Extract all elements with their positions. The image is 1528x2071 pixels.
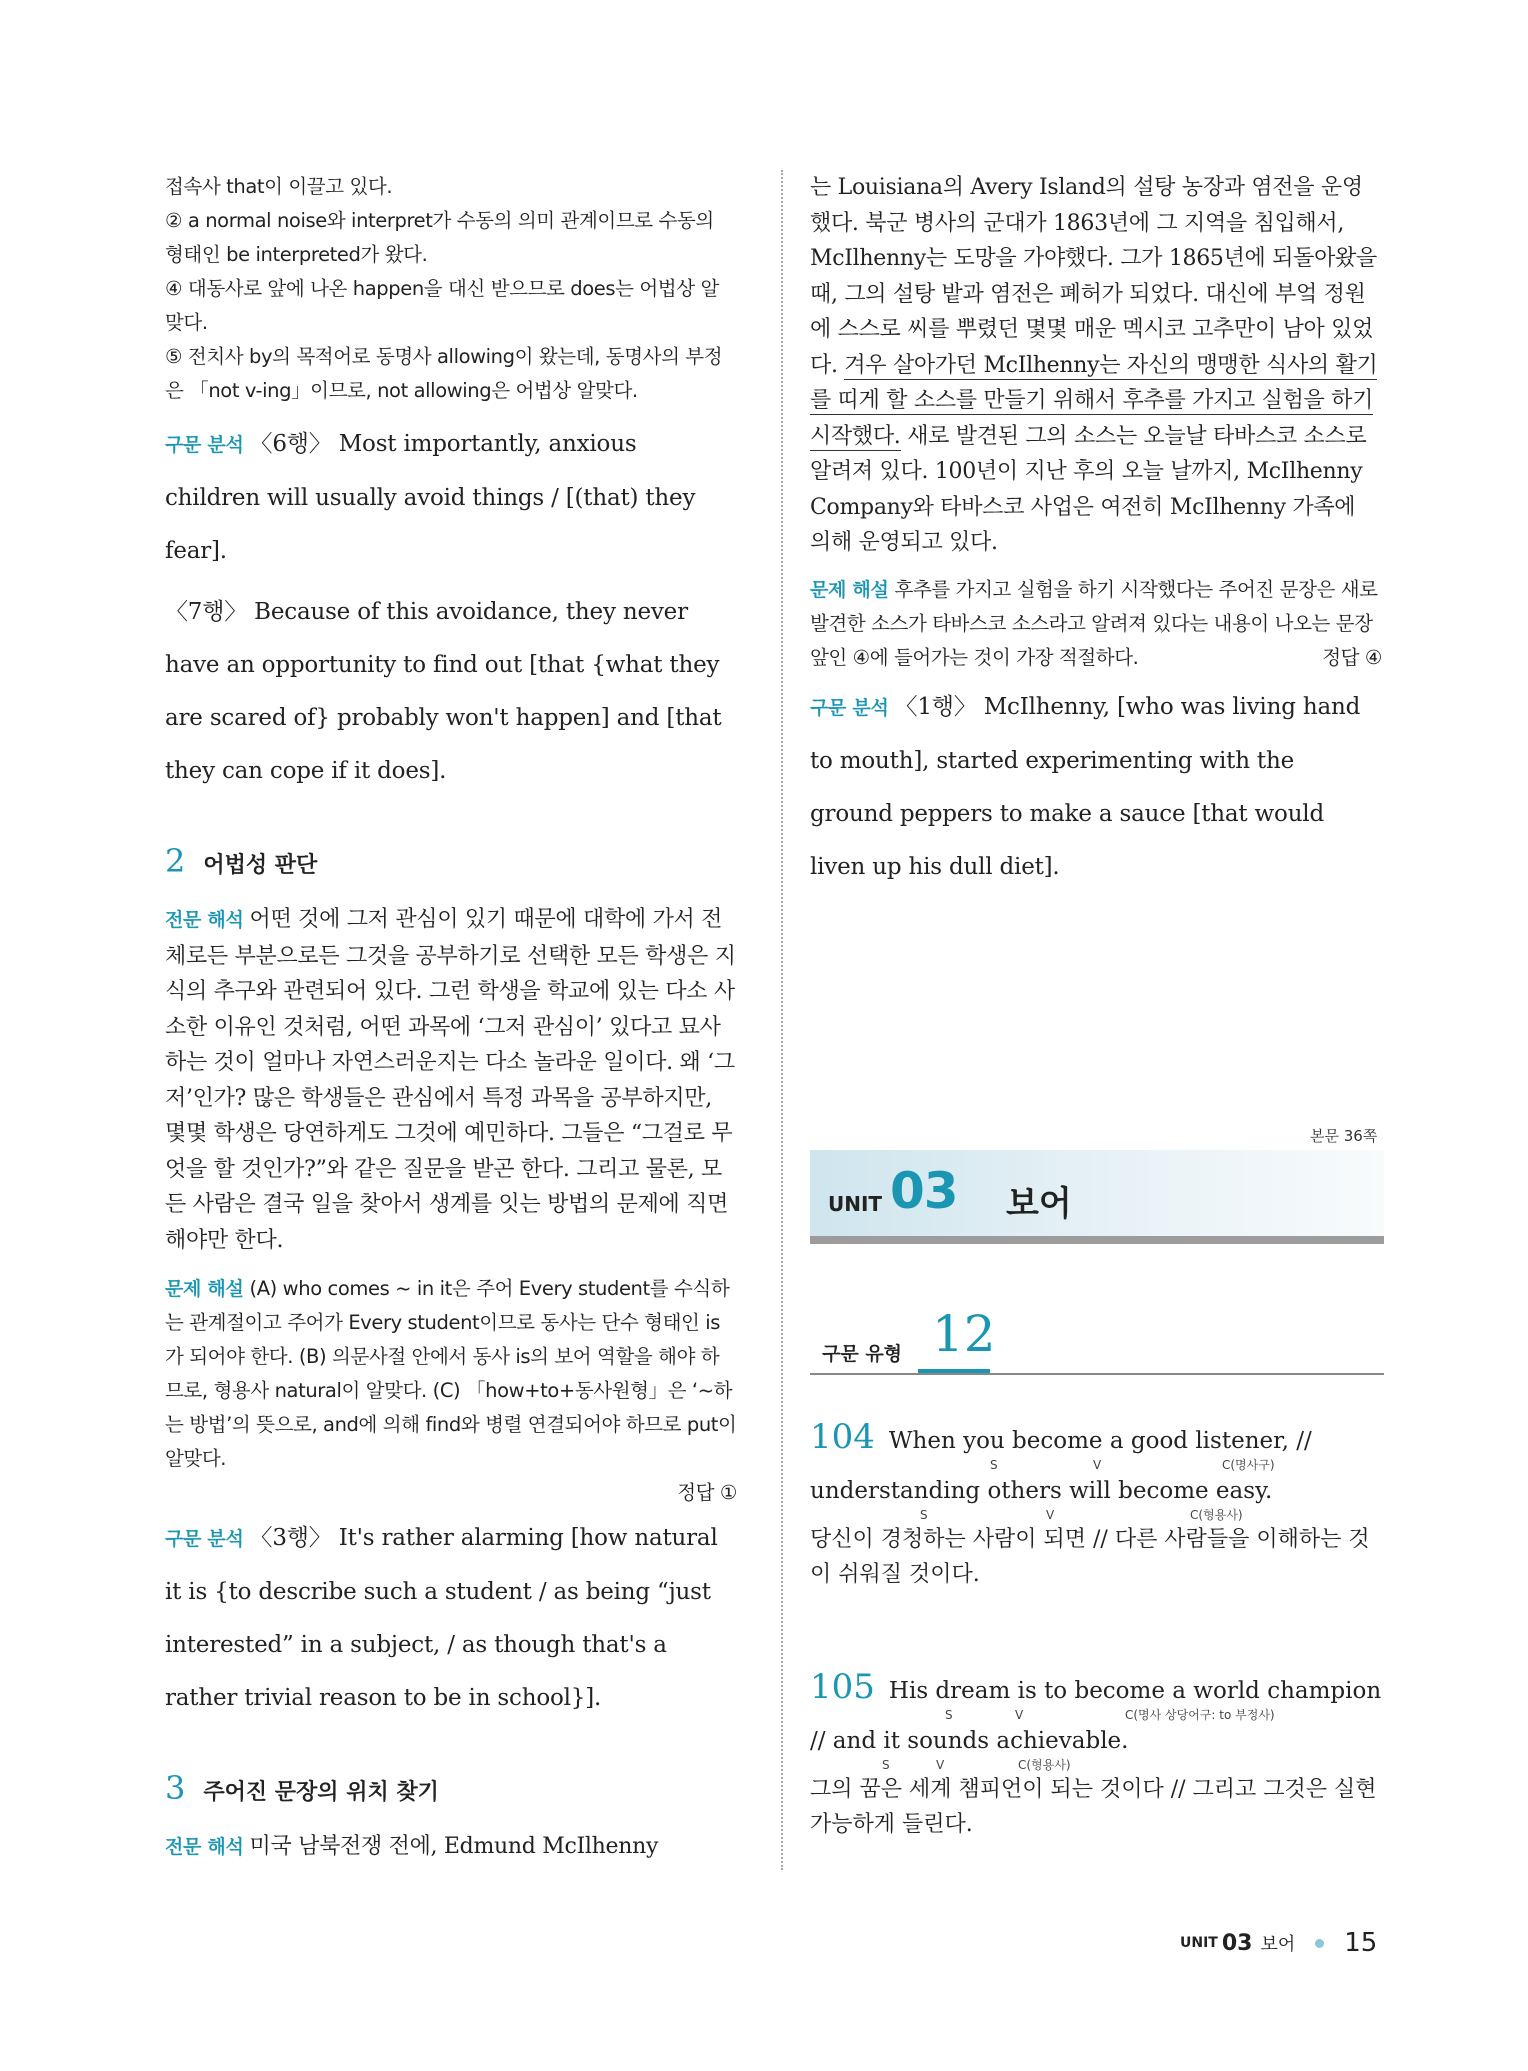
example-sentence-line2: // and it sounds achievable. [810,1728,1129,1754]
intro-notes [165,170,737,408]
example-sentence-line2: understanding others will become easy. [810,1478,1273,1504]
translation-text: 미국 남북전쟁 전에, Edmund McIlhenny [249,1834,659,1859]
translation-tag: 전문 해석 [165,909,244,931]
example-line [810,1417,1384,1458]
pattern-type-number: 12 [932,1305,996,1363]
solution-tag: 문제 해설 [810,578,889,601]
example-line [810,1667,1384,1708]
intro-line: 접속사 that이 이끌고 있다. [165,175,393,198]
pattern-number-underline [918,1369,990,1373]
example-translation: 당신이 경청하는 사람이 되면 // 다른 사람들을 이해하는 것이 쉬워질 것이다. [810,1527,1370,1587]
pattern-type-label: 구문 유형 [822,1343,903,1365]
section-2-heading [165,842,737,880]
grammar-label: S [882,1758,890,1772]
grammar-label: S [945,1708,953,1722]
section-title: 주어진 문장의 위치 찾기 [203,1780,439,1805]
grammar-label: V [1093,1458,1102,1472]
translation-text: 어떤 것에 그저 관심이 있기 때문에 대학에 가서 전체로든 부분으로든 그것을 공부하기로 선택한 모든 학생은 지식의 추구와 관련되어 있다. 그런 학생을 학교에 있는 다소 사소한 이유인 것처럼, 어떤 과목에 ‘그저 관심이’ 있다고 묘사하는 것이 얼마나 자연스러운지는 다소 놀라운 일이다. 왜 ‘그저’인가? 많은 학생들은 관심에서 특정 과목을 공부하지만, 몇몇 학생은 당연하게도 그것에 예민하다. 그들은 “그걸로 무엇을 할 것인가?”와 같은 질문을 받곤 한다. 그리고 물론, 모든 사람은 결국 일을 찾아서 생계를 잇는 방법의 문제에 직면해야만 한다. [165,907,736,1253]
intro-line: ② a normal noise와 interpret가 수동의 의미 관계이므로 수동의 형태인 be interpreted가 왔다. [165,209,714,266]
example-number: 104 [810,1417,875,1457]
left-column [165,170,737,1866]
footer-unit-title: 보어 [1260,1934,1296,1955]
intro-line: ④ 대동사로 앞에 나온 happen을 대신 받으므로 does는 어법상 알맞다. [165,277,719,334]
grammar-labels [810,1458,1384,1472]
grammar-label: V [936,1758,945,1772]
solution-tag: 문제 해설 [165,1278,244,1300]
right-column [810,170,1382,894]
unit-label: UNIT [828,1192,883,1216]
analysis-block-3 [810,681,1382,894]
analysis-text: 〈1행〉 McIlhenny, [who was living hand to mouth], started experimenting with the ground peppers to make a sauce [that would liven up his dull diet]. [810,693,1361,880]
solution-block-3 [810,573,1382,675]
underlined-target-sentence: 겨우 살아가던 McIlhenny는 자신의 맹맹한 식사의 활기를 띠게 할 소스를 만들기 위해서 후추를 가지고 실험을 하기 시작했다. [810,352,1378,449]
analysis-text: 〈7행〉 Because of this avoidance, they never have an opportunity to find out [that {what they are scared of} probably won't happen] and [that they can cope if it does]. [165,599,722,784]
pattern-type-header [810,1305,1384,1375]
unit-underline-bar [810,1236,1384,1244]
analysis-tag: 구문 분석 [165,1528,244,1550]
column-divider [781,170,783,1870]
footer-unit-label: UNIT [1180,1935,1218,1951]
translation-continuation [810,170,1382,561]
grammar-label: V [1015,1708,1024,1722]
analysis-text: 〈6행〉 Most importantly, anxious children will usually avoid things / [(that) they fear]. [165,431,696,564]
grammar-labels [810,1758,1384,1772]
analysis-block-2 [165,1512,737,1725]
example-translation: 그의 꿈은 세계 챔피언이 되는 것이다 // 그리고 그것은 실현 가능하게 들린다. [810,1777,1377,1837]
analysis-text: 〈3행〉 It's rather alarming [how natural it is {to describe such a student / as being “just interested” in a subject, / as though that's a rather trivial reason to be in school}]. [165,1525,718,1711]
grammar-labels [810,1708,1384,1722]
translation-text: 는 Louisiana의 Avery Island의 설탕 농장과 염전을 운영했다. 북군 병사의 군대가 1863년에 그 지역을 침입해서, McIlhenny는 도망을 가야했다. 그가 1865년에 되돌아왔을 때, 그의 설탕 밭과 염전은 폐허가 되었다. 대신에 부엌 정원에 스스로 씨를 뿌렸던 몇몇 매운 멕시코 고추만이 남아 있었다. [810,175,1377,378]
translation-tag: 전문 해석 [165,1836,244,1858]
intro-line: ⑤ 전치사 by의 목적어로 동명사 allowing이 왔는데, 동명사의 부정은 「not v-ing」이므로, not allowing은 어법상 알맞다. [165,345,723,402]
page-number: 15 [1344,1928,1378,1958]
grammar-label: C(형용사) [1018,1758,1071,1772]
translation-block [165,902,737,1258]
unit-banner [810,1150,1384,1244]
solution-text: (A) who comes ~ in it은 주어 Every student를 수식하는 관계절이고 주어가 Every student이므로 동사는 단수 형태인 is가 되어야 한다. (B) 의문사절 안에서 동사 is의 보어 역할을 해야 하므로, 형용사 natural이 알맞다. (C) 「how+to+동사원형」은 ‘~하는 방법’의 뜻으로, and에 의해 find와 병렬 연결되어야 하므로 put이 알맞다. [165,1277,737,1470]
page-reference: 본문 36쪽 [1310,1127,1378,1145]
grammar-label: S [990,1458,998,1472]
analysis-tag: 구문 분석 [810,696,889,719]
page-footer [1180,1928,1377,1958]
answer-label: 정답 ① [677,1481,737,1504]
example-sentence-line1: His dream is to become a world champion [888,1678,1382,1704]
unit-number: 03 [890,1162,958,1220]
translation-block-3 [165,1829,737,1866]
translation-text: 새로 발견된 그의 소스는 오늘날 타바스코 소스로 알려져 있다. 100년이 지난 후의 오늘 날까지, McIlhenny Company와 타바스코 사업은 여전히 McIlhenny 가족에 의해 운영되고 있다. [810,423,1367,555]
grammar-label: C(명사구) [1222,1458,1275,1472]
section-title: 어법성 판단 [203,853,318,878]
example-sentence-line1: When you become a good listener, // [888,1428,1312,1454]
section-number: 2 [165,842,186,880]
analysis-block-1 [165,418,737,798]
footer-dot-icon [1315,1939,1324,1948]
footer-unit-number: 03 [1221,1930,1253,1956]
grammar-label: S [920,1508,928,1522]
grammar-label: C(명사 상당어구: to 부정사) [1125,1708,1275,1722]
grammar-label: V [1046,1508,1055,1522]
answer-label: 정답 ④ [1322,645,1382,669]
example-105 [810,1667,1384,1842]
grammar-labels [810,1508,1384,1522]
solution-block [165,1272,737,1510]
solution-text: 후추를 가지고 실험을 하기 시작했다는 주어진 문장은 새로 발견한 소스가 타바스코 소스라고 알려져 있다는 내용이 나오는 문장 앞인 ④에 들어가는 것이 가장 적절하다. [810,577,1378,669]
section-3-heading [165,1769,737,1807]
section-number: 3 [165,1769,186,1807]
grammar-label: C(형용사) [1190,1508,1243,1522]
example-number: 105 [810,1667,875,1707]
analysis-tag: 구문 분석 [165,434,244,456]
example-104 [810,1417,1384,1592]
unit-title: 보어 [1006,1184,1072,1224]
